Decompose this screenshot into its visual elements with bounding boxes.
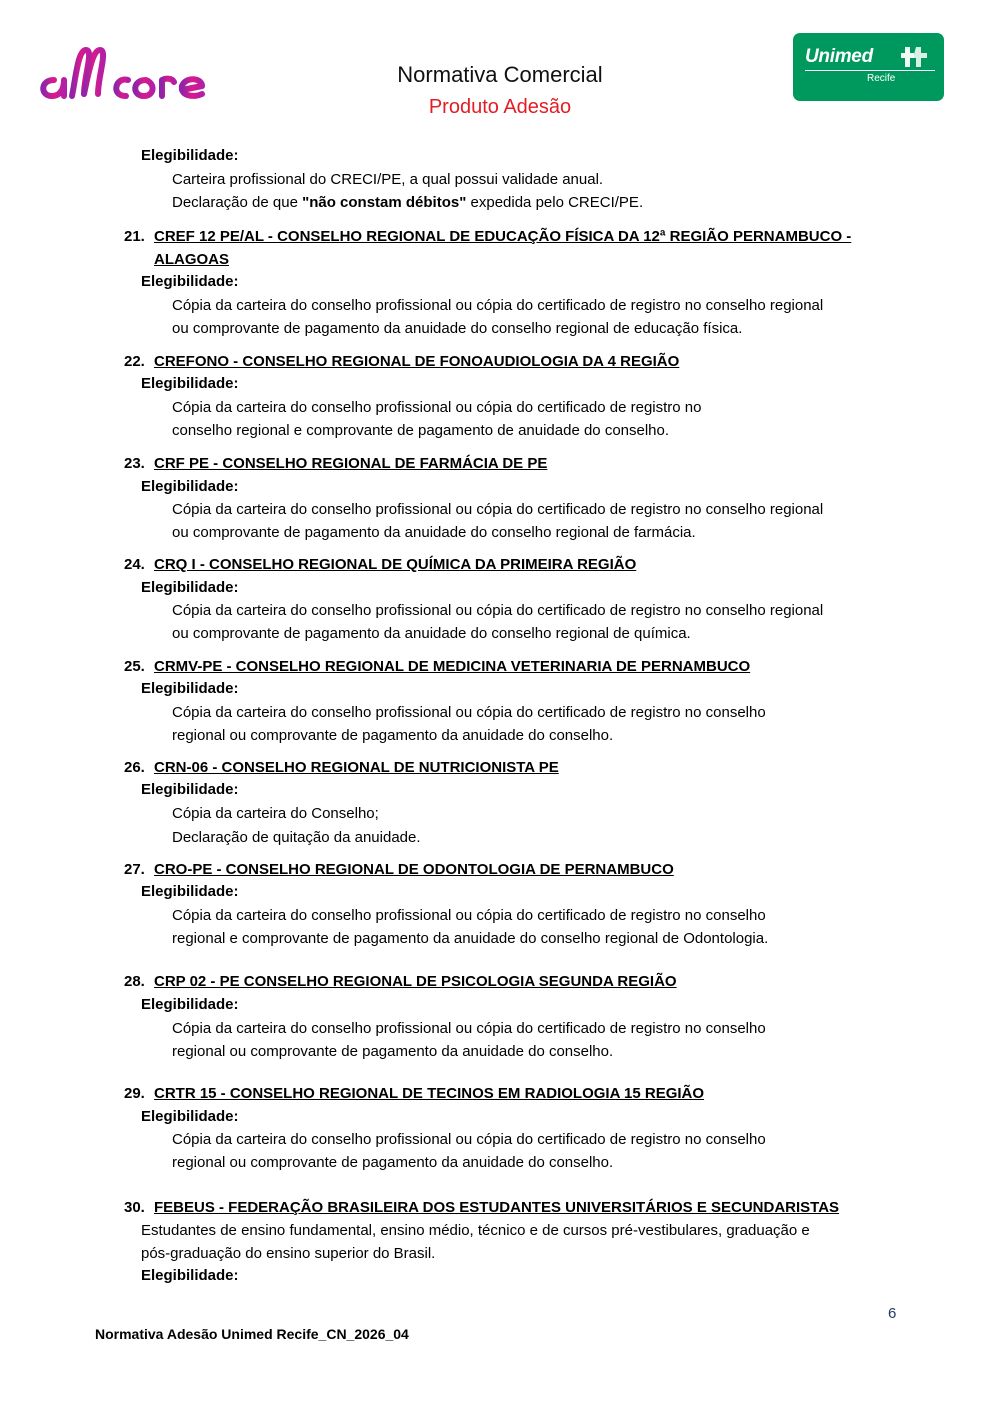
- unimed-brand: Unimed: [805, 46, 873, 67]
- bullet-item: ou comprovante de pagamento da anuidade do conselho regional de educação física.: [172, 320, 743, 337]
- eligibility-label: Elegibilidade:: [141, 579, 239, 596]
- section-title: CRP 02 - PE CONSELHO REGIONAL DE PSICOLOGIA SEGUNDA REGIÃO: [154, 973, 677, 990]
- section-title: FEBEUS - FEDERAÇÃO BRASILEIRA DOS ESTUDANTES UNIVERSITÁRIOS E SECUNDARISTAS: [154, 1199, 840, 1216]
- section-title: CRTR 15 - CONSELHO REGIONAL DE TECINOS EM RADIOLOGIA 15 REGIÃO: [154, 1085, 705, 1102]
- section-number: 25.: [124, 658, 145, 675]
- section-number: 28.: [124, 973, 145, 990]
- eligibility-label: Elegibilidade:: [141, 1267, 239, 1284]
- bullet-item: ou comprovante de pagamento da anuidade do conselho regional de farmácia.: [172, 524, 696, 541]
- section-description: Estudantes de ensino fundamental, ensino médio, técnico e de cursos pré-vestibulares, graduação e: [141, 1222, 810, 1239]
- section-title: CRN-06 - CONSELHO REGIONAL DE NUTRICIONISTA PE: [154, 759, 559, 776]
- eligibility-label: Elegibilidade:: [141, 273, 239, 290]
- eligibility-label: Elegibilidade:: [141, 1108, 239, 1125]
- section-number: 21.: [124, 228, 145, 245]
- bullet-item: Cópia da carteira do conselho profissional ou cópia do certificado de registro no conselho regional: [172, 602, 824, 619]
- section-description: pós-graduação do ensino superior do Brasil.: [141, 1245, 436, 1262]
- section-title: CRF PE - CONSELHO REGIONAL DE FARMÁCIA DE PE: [154, 455, 548, 472]
- header-title: Normativa Comercial: [397, 62, 603, 87]
- unimed-city: Recife: [867, 73, 896, 84]
- bullet-item: regional ou comprovante de pagamento da anuidade do conselho.: [172, 727, 614, 744]
- section-title: CRQ I - CONSELHO REGIONAL DE QUÍMICA DA PRIMEIRA REGIÃO: [154, 556, 637, 573]
- section-number: 29.: [124, 1085, 145, 1102]
- bullet-text-part: expedida pelo CRECI/PE.: [466, 194, 644, 211]
- bullet-item: Cópia da carteira do conselho profissional ou cópia do certificado de registro no conselho regional: [172, 501, 824, 518]
- bullet-item: regional ou comprovante de pagamento da anuidade do conselho.: [172, 1043, 614, 1060]
- eligibility-label: Elegibilidade:: [141, 478, 239, 495]
- allcare-logo: [32, 36, 227, 104]
- bullet-item: Cópia da carteira do conselho profissional ou cópia do certificado de registro no conselho: [172, 1131, 766, 1148]
- page-number: 6: [888, 1305, 897, 1322]
- bullet-item: [172, 191, 643, 214]
- unimed-logo: [793, 33, 944, 101]
- bullet-item: Cópia da carteira do Conselho;: [172, 805, 379, 822]
- eligibility-label: Elegibilidade:: [141, 680, 239, 697]
- section-number: 27.: [124, 861, 145, 878]
- bullet-item: Cópia da carteira do conselho profissional ou cópia do certificado de registro no conselho: [172, 907, 766, 924]
- section-title: CRMV-PE - CONSELHO REGIONAL DE MEDICINA VETERINARIA DE PERNAMBUCO: [154, 658, 751, 675]
- section-title: CREF 12 PE/AL - CONSELHO REGIONAL DE EDUCAÇÃO FÍSICA DA 12ª REGIÃO PERNAMBUCO -: [154, 228, 852, 245]
- section-number: 23.: [124, 455, 145, 472]
- unimed-divider: [805, 70, 935, 71]
- bullet-text-part: Declaração de que: [172, 194, 303, 211]
- section-number: 24.: [124, 556, 145, 573]
- section-title: ALAGOAS: [154, 251, 229, 268]
- unimed-tree-icon: [899, 45, 931, 69]
- section-number: 26.: [124, 759, 145, 776]
- eligibility-label: Elegibilidade:: [141, 883, 239, 900]
- section-title: CRO-PE - CONSELHO REGIONAL DE ODONTOLOGIA DE PERNAMBUCO: [154, 861, 674, 878]
- eligibility-label: Elegibilidade:: [141, 996, 239, 1013]
- bullet-text-emphasis: "não constam débitos": [302, 194, 467, 211]
- bullet-item: Cópia da carteira do conselho profissional ou cópia do certificado de registro no: [172, 399, 702, 416]
- section-number: 30.: [124, 1199, 145, 1216]
- eligibility-label: Elegibilidade:: [141, 375, 239, 392]
- bullet-item: Cópia da carteira do conselho profissional ou cópia do certificado de registro no conselho: [172, 1020, 766, 1037]
- section-title: CREFONO - CONSELHO REGIONAL DE FONOAUDIOLOGIA DA 4 REGIÃO: [154, 353, 680, 370]
- section-number: 22.: [124, 353, 145, 370]
- bullet-item: regional ou comprovante de pagamento da anuidade do conselho.: [172, 1154, 614, 1171]
- eligibility-label: Elegibilidade:: [141, 147, 239, 164]
- bullet-item: Cópia da carteira do conselho profissional ou cópia do certificado de registro no conselho: [172, 704, 766, 721]
- bullet-item: regional e comprovante de pagamento da anuidade do conselho regional de Odontologia.: [172, 930, 769, 947]
- bullet-item: Declaração de quitação da anuidade.: [172, 829, 421, 846]
- bullet-item: ou comprovante de pagamento da anuidade do conselho regional de química.: [172, 625, 691, 642]
- bullet-item: Cópia da carteira do conselho profissional ou cópia do certificado de registro no conselho regional: [172, 297, 824, 314]
- bullet-item: conselho regional e comprovante de pagamento de anuidade do conselho.: [172, 422, 670, 439]
- footer-document-id: Normativa Adesão Unimed Recife_CN_2026_04: [95, 1326, 409, 1342]
- eligibility-label: Elegibilidade:: [141, 781, 239, 798]
- bullet-item: Carteira profissional do CRECI/PE, a qual possui validade anual.: [172, 171, 604, 188]
- header-subtitle: Produto Adesão: [428, 96, 572, 118]
